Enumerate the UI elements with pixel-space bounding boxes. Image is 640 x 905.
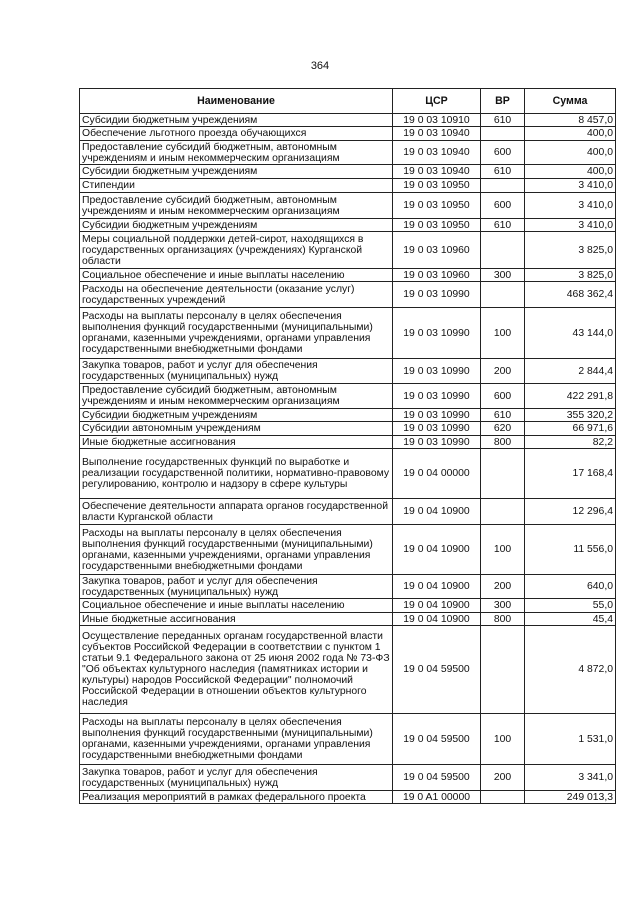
cell-name: Субсидии бюджетным учреждениям <box>80 409 393 422</box>
cell-csr: 19 0 04 10900 <box>393 575 481 599</box>
cell-name: Предоставление субсидий бюджетным, автономным учреждениям и иным некоммерческим организациям <box>80 193 393 219</box>
cell-name: Субсидии автономным учреждениям <box>80 422 393 436</box>
cell-name: Расходы на обеспечение деятельности (оказание услуг) государственных учреждений <box>80 282 393 308</box>
table-row <box>80 165 616 179</box>
cell-name: Субсидии бюджетным учреждениям <box>80 114 393 127</box>
cell-sum: 3 410,0 <box>525 219 616 232</box>
cell-name: Расходы на выплаты персоналу в целях обеспечения выполнения функций государственными (муниципальными) органами, казенными учреждениями, органами управления государственными внебюджетными фондами <box>80 525 393 575</box>
cell-vr: 620 <box>481 422 525 436</box>
cell-csr: 19 0 04 59500 <box>393 626 481 714</box>
cell-name: Иные бюджетные ассигнования <box>80 613 393 626</box>
cell-sum: 17 168,4 <box>525 449 616 499</box>
cell-sum: 12 296,4 <box>525 499 616 525</box>
cell-csr: 19 0 03 10960 <box>393 269 481 282</box>
cell-csr: 19 0 03 10990 <box>393 308 481 359</box>
cell-sum: 640,0 <box>525 575 616 599</box>
cell-name: Расходы на выплаты персоналу в целях обеспечения выполнения функций государственными (муниципальными) органами, казенными учреждениями, органами управления государственными внебюджетными фондами <box>80 308 393 359</box>
table-row <box>80 499 616 525</box>
cell-csr: 19 0 A1 00000 <box>393 791 481 804</box>
cell-sum: 400,0 <box>525 141 616 165</box>
cell-vr <box>481 626 525 714</box>
table-row <box>80 436 616 449</box>
page-number: 364 <box>310 60 330 72</box>
cell-vr: 600 <box>481 384 525 409</box>
cell-csr: 19 0 03 10940 <box>393 127 481 141</box>
cell-name: Предоставление субсидий бюджетным, автономным учреждениям и иным некоммерческим организациям <box>80 384 393 409</box>
cell-vr: 610 <box>481 165 525 179</box>
table-row <box>80 141 616 165</box>
cell-vr <box>481 127 525 141</box>
cell-sum: 66 971,6 <box>525 422 616 436</box>
cell-sum: 1 531,0 <box>525 714 616 765</box>
cell-vr: 300 <box>481 269 525 282</box>
table-row <box>80 422 616 436</box>
table-row <box>80 269 616 282</box>
cell-vr <box>481 282 525 308</box>
cell-vr <box>481 179 525 193</box>
cell-name: Предоставление субсидий бюджетным, автономным учреждениям и иным некоммерческим организациям <box>80 141 393 165</box>
budget-table <box>79 88 616 804</box>
cell-vr: 600 <box>481 193 525 219</box>
cell-csr: 19 0 04 10900 <box>393 599 481 613</box>
table-row <box>80 626 616 714</box>
table-row <box>80 791 616 804</box>
cell-vr: 100 <box>481 714 525 765</box>
cell-vr: 800 <box>481 613 525 626</box>
table-row <box>80 599 616 613</box>
cell-sum: 45,4 <box>525 613 616 626</box>
cell-vr <box>481 449 525 499</box>
table-row <box>80 525 616 575</box>
cell-sum: 400,0 <box>525 165 616 179</box>
cell-name: Закупка товаров, работ и услуг для обеспечения государственных (муниципальных) нужд <box>80 575 393 599</box>
cell-vr <box>481 232 525 269</box>
cell-csr: 19 0 03 10940 <box>393 141 481 165</box>
cell-csr: 19 0 03 10950 <box>393 179 481 193</box>
cell-sum: 2 844,4 <box>525 359 616 384</box>
table-row <box>80 449 616 499</box>
table-row <box>80 575 616 599</box>
cell-vr: 200 <box>481 765 525 791</box>
cell-name: Субсидии бюджетным учреждениям <box>80 219 393 232</box>
cell-csr: 19 0 03 10950 <box>393 193 481 219</box>
cell-vr: 610 <box>481 409 525 422</box>
cell-vr <box>481 499 525 525</box>
table-row <box>80 282 616 308</box>
cell-sum: 82,2 <box>525 436 616 449</box>
cell-sum: 468 362,4 <box>525 282 616 308</box>
cell-vr <box>481 791 525 804</box>
cell-csr: 19 0 04 59500 <box>393 765 481 791</box>
table-header-row <box>80 89 616 114</box>
cell-csr: 19 0 03 10950 <box>393 219 481 232</box>
cell-csr: 19 0 04 10900 <box>393 613 481 626</box>
cell-sum: 3 410,0 <box>525 179 616 193</box>
table-row <box>80 179 616 193</box>
cell-vr: 200 <box>481 575 525 599</box>
cell-name: Иные бюджетные ассигнования <box>80 436 393 449</box>
cell-name: Стипендии <box>80 179 393 193</box>
table-row <box>80 765 616 791</box>
table-row <box>80 308 616 359</box>
cell-name: Расходы на выплаты персоналу в целях обеспечения выполнения функций государственными (муниципальными) органами, казенными учреждениями, органами управления государственными внебюджетными фондами <box>80 714 393 765</box>
header-csr: ЦСР <box>393 89 481 114</box>
cell-name: Меры социальной поддержки детей-сирот, находящихся в государственных организациях (учреждениях) Курганской области <box>80 232 393 269</box>
cell-vr: 100 <box>481 308 525 359</box>
cell-csr: 19 0 03 10910 <box>393 114 481 127</box>
cell-csr: 19 0 03 10990 <box>393 282 481 308</box>
cell-sum: 11 556,0 <box>525 525 616 575</box>
cell-sum: 400,0 <box>525 127 616 141</box>
cell-csr: 19 0 03 10990 <box>393 384 481 409</box>
cell-sum: 249 013,3 <box>525 791 616 804</box>
cell-sum: 43 144,0 <box>525 308 616 359</box>
cell-sum: 355 320,2 <box>525 409 616 422</box>
cell-name: Выполнение государственных функций по выработке и реализации государственной политики, нормативно-правовому регулированию, контролю и надзору в сфере культуры <box>80 449 393 499</box>
table-row <box>80 714 616 765</box>
cell-vr: 600 <box>481 141 525 165</box>
cell-vr: 100 <box>481 525 525 575</box>
table-body <box>80 114 616 804</box>
cell-csr: 19 0 04 59500 <box>393 714 481 765</box>
cell-vr: 610 <box>481 219 525 232</box>
cell-csr: 19 0 03 10990 <box>393 409 481 422</box>
cell-name: Социальное обеспечение и иные выплаты населению <box>80 269 393 282</box>
cell-vr: 800 <box>481 436 525 449</box>
cell-name: Субсидии бюджетным учреждениям <box>80 165 393 179</box>
cell-sum: 3 410,0 <box>525 193 616 219</box>
table-row <box>80 127 616 141</box>
cell-name: Осуществление переданных органам государственной власти субъектов Российской Федерации в соответствии с пунктом 1 статьи 9.1 Федерального закона от 25 июня 2002 года № 73-ФЗ "Об объектах культурного наследия (памятниках истории и культуры) народов Российской Федерации" полномочий Российской Федерации в отношении объектов культурного наследия <box>80 626 393 714</box>
header-sum: Сумма <box>525 89 616 114</box>
cell-vr: 610 <box>481 114 525 127</box>
cell-sum: 3 825,0 <box>525 232 616 269</box>
cell-vr: 300 <box>481 599 525 613</box>
cell-sum: 55,0 <box>525 599 616 613</box>
cell-vr: 200 <box>481 359 525 384</box>
cell-csr: 19 0 03 10990 <box>393 422 481 436</box>
cell-sum: 8 457,0 <box>525 114 616 127</box>
cell-csr: 19 0 03 10960 <box>393 232 481 269</box>
table-row <box>80 384 616 409</box>
table-row <box>80 114 616 127</box>
table-row <box>80 193 616 219</box>
header-vr: ВР <box>481 89 525 114</box>
cell-name: Обеспечение льготного проезда обучающихся <box>80 127 393 141</box>
cell-name: Закупка товаров, работ и услуг для обеспечения государственных (муниципальных) нужд <box>80 359 393 384</box>
cell-sum: 3 825,0 <box>525 269 616 282</box>
table-row <box>80 232 616 269</box>
cell-sum: 4 872,0 <box>525 626 616 714</box>
table-row <box>80 409 616 422</box>
cell-csr: 19 0 04 10900 <box>393 499 481 525</box>
table-row <box>80 613 616 626</box>
cell-name: Социальное обеспечение и иные выплаты населению <box>80 599 393 613</box>
cell-name: Обеспечение деятельности аппарата органов государственной власти Курганской области <box>80 499 393 525</box>
cell-sum: 3 341,0 <box>525 765 616 791</box>
cell-csr: 19 0 03 10940 <box>393 165 481 179</box>
cell-csr: 19 0 04 00000 <box>393 449 481 499</box>
cell-name: Реализация мероприятий в рамках федерального проекта <box>80 791 393 804</box>
cell-csr: 19 0 03 10990 <box>393 359 481 384</box>
cell-csr: 19 0 04 10900 <box>393 525 481 575</box>
cell-csr: 19 0 03 10990 <box>393 436 481 449</box>
table-row <box>80 359 616 384</box>
table-row <box>80 219 616 232</box>
cell-name: Закупка товаров, работ и услуг для обеспечения государственных (муниципальных) нужд <box>80 765 393 791</box>
header-name: Наименование <box>80 89 393 114</box>
cell-sum: 422 291,8 <box>525 384 616 409</box>
